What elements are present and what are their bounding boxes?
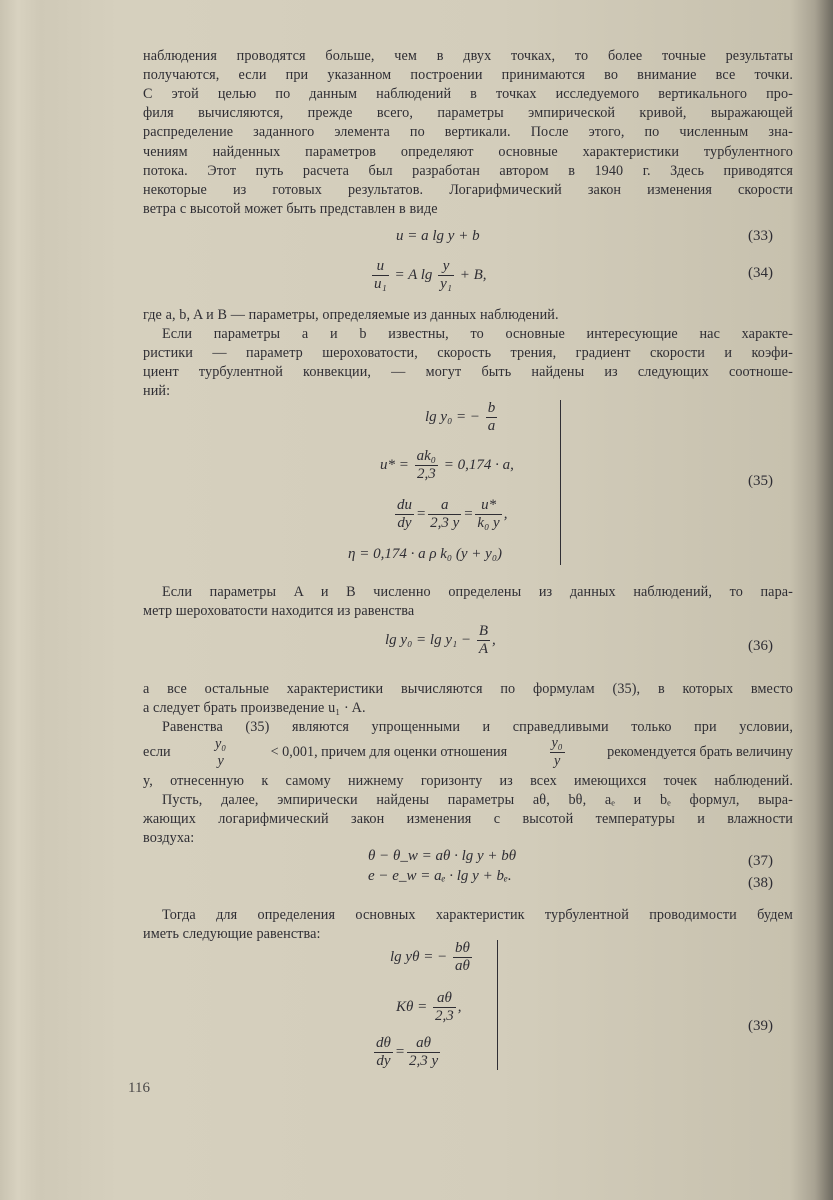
condition-line [143,735,793,770]
equation-number-37: (37) [748,853,773,869]
equation-part: , [503,505,508,522]
fraction-numerator: dθ [376,1035,391,1051]
text-line: Если параметры A и B численно определены из данных наблюдений, то пара- [162,584,793,600]
fraction-denominator: 2,3 y [409,1053,439,1069]
equation-part: lg y₀ = − [425,408,481,425]
text-line: потока. Этот путь расчета был разработан автором в 1940 г. Здесь приводятся [143,163,793,179]
text-line: наблюдения проводятся больше, чем в двух точках, то более точные результаты [143,48,793,64]
fraction-numerator: y₀ [215,735,227,752]
text-part: < 0,001, причем для оценки отношения [270,744,508,760]
equation-number-33: (33) [748,228,773,244]
fraction-numerator: y₀ [551,735,563,751]
equation-number-39: (39) [748,1018,773,1034]
fraction-denominator: 2,3 y [430,515,460,531]
text-line: С этой целью по данным наблюдений в точках исследуемого вертикального про- [143,86,793,102]
fraction-denominator: 2,3 [435,1008,454,1024]
fraction-denominator: A [478,641,488,657]
fraction-numerator: B [478,623,488,639]
fraction-numerator: du [397,497,412,513]
text-line: a следует брать произведение u₁ · A. [143,700,366,716]
text-part: если [143,744,171,760]
fraction-numerator: u [372,258,389,276]
equation-part: , [492,631,496,648]
equation-37: θ − θ_w = aθ · lg y + bθ [368,848,517,864]
text-line: y, отнесенную к самому нижнему горизонту из всех имеющихся точек наблюдений. [143,773,793,789]
text-line: метр шероховатости находится из равенства [143,603,415,619]
equation-number-36: (36) [748,638,773,654]
system-bar [497,940,498,1070]
equation-39-row1 [390,940,474,975]
equation-35-row4: η = 0,174 · a ρ k₀ (y + y₀) [348,546,503,562]
equation-39-row3: $\frac{d\theta}{dy}$ = $\frac{a\theta}{2,3 y}$ [376,1035,439,1069]
page-number: 116 [128,1080,150,1096]
fraction-numerator: a [428,497,461,515]
text-line: получаются, если при указанном построении принимаются во внимание все точки. [143,67,793,83]
fraction-denominator: aθ [454,958,470,974]
text-line: Если параметры a и b известны, то основные интересующие нас характе- [162,326,793,342]
text-line: чениям найденных параметров определяют основные характеристики турбулентного [143,144,793,160]
equation-36 [385,623,496,658]
equation-part: Kθ = [396,998,428,1015]
text-line: Тогда для определения основных характеристик турбулентной проводимости будем [162,907,793,923]
text-part: рекомендуется брать величину [607,744,793,760]
fraction-denominator: a [487,418,496,434]
text-line: жающих логарифмический закон изменения с высотой температуры и влажности [143,811,793,827]
text-line: филя вычисляются, прежде всего, параметры эмпирической кривой, выражающей [143,105,793,121]
equation-part: u* = [380,456,409,473]
equation-33: u = a lg y + b [396,228,480,244]
equation-34 [370,258,487,293]
system-brace [560,400,561,565]
equation-part: + B, [459,266,487,283]
fraction-numerator: aθ [433,990,456,1008]
equation-35-row3: $\frac{du}{dy}$ = $\frac{a}{2,3 y}$ = $\frac{u*}{\text{k₀ y}}$ , [397,497,508,531]
fraction-denominator: dy [397,515,412,531]
equation-part: = A lg [394,266,433,283]
equation-number-34: (34) [748,265,773,281]
text-line: воздуха: [143,830,195,846]
equation-35-row1 [425,400,499,435]
fraction-denominator: u₁ [374,276,387,292]
equation-part: = 0,174 · a, [443,456,514,473]
fraction-numerator: u* [475,497,501,515]
fraction-numerator: aθ [407,1035,440,1053]
text-line: некоторые из готовых результатов. Логарифмический закон изменения скорости [143,182,793,198]
equation-35-row2 [380,448,514,483]
text-line: а все остальные характеристики вычисляются по формулам (35), в которых вместо [143,681,793,697]
text-line: распределение заданного элемента по вертикали. После этого, по численным зна- [143,124,793,140]
equation-part: lg y₀ = lg y₁ − [385,631,472,648]
equation-part: , [457,998,462,1015]
equation-part: lg yθ = − [390,948,448,965]
text-line: ристики — параметр шероховатости, скорость трения, градиент скорости и коэфи- [143,345,793,361]
text-line: иметь следующие равенства: [143,926,321,942]
text-line: циент турбулентной конвекции, — могут быть найдены из следующих соотноше- [143,364,793,380]
text-line: Равенства (35) являются упрощенными и справедливыми только при условии, [162,719,793,735]
fraction-denominator: y₁ [440,276,453,292]
fraction-denominator: y [553,753,561,769]
equation-39-row2 [396,990,462,1025]
fraction-numerator: ak₀ [416,448,436,464]
equation-38: e − e_w = aₑ · lg y + bₑ. [368,868,512,884]
equation-number-38: (38) [748,875,773,891]
fraction-numerator: y [438,258,454,276]
fraction-denominator: y [217,752,224,769]
text-line: где a, b, A и B — параметры, определяемые из данных наблюдений. [143,307,559,323]
fraction-numerator: bθ [454,940,470,956]
fraction-denominator: k₀ y [477,515,500,531]
text-line: ний: [143,383,171,399]
text-line: Пусть, далее, эмпирически найдены параметры aθ, bθ, aₑ и bₑ формул, выра- [162,792,793,808]
fraction-denominator: 2,3 [416,466,436,482]
fraction-denominator: dy [376,1053,391,1069]
fraction-numerator: b [487,400,496,416]
equation-number-35: (35) [748,473,773,489]
text-line: ветра с высотой может быть представлен в виде [143,201,438,217]
